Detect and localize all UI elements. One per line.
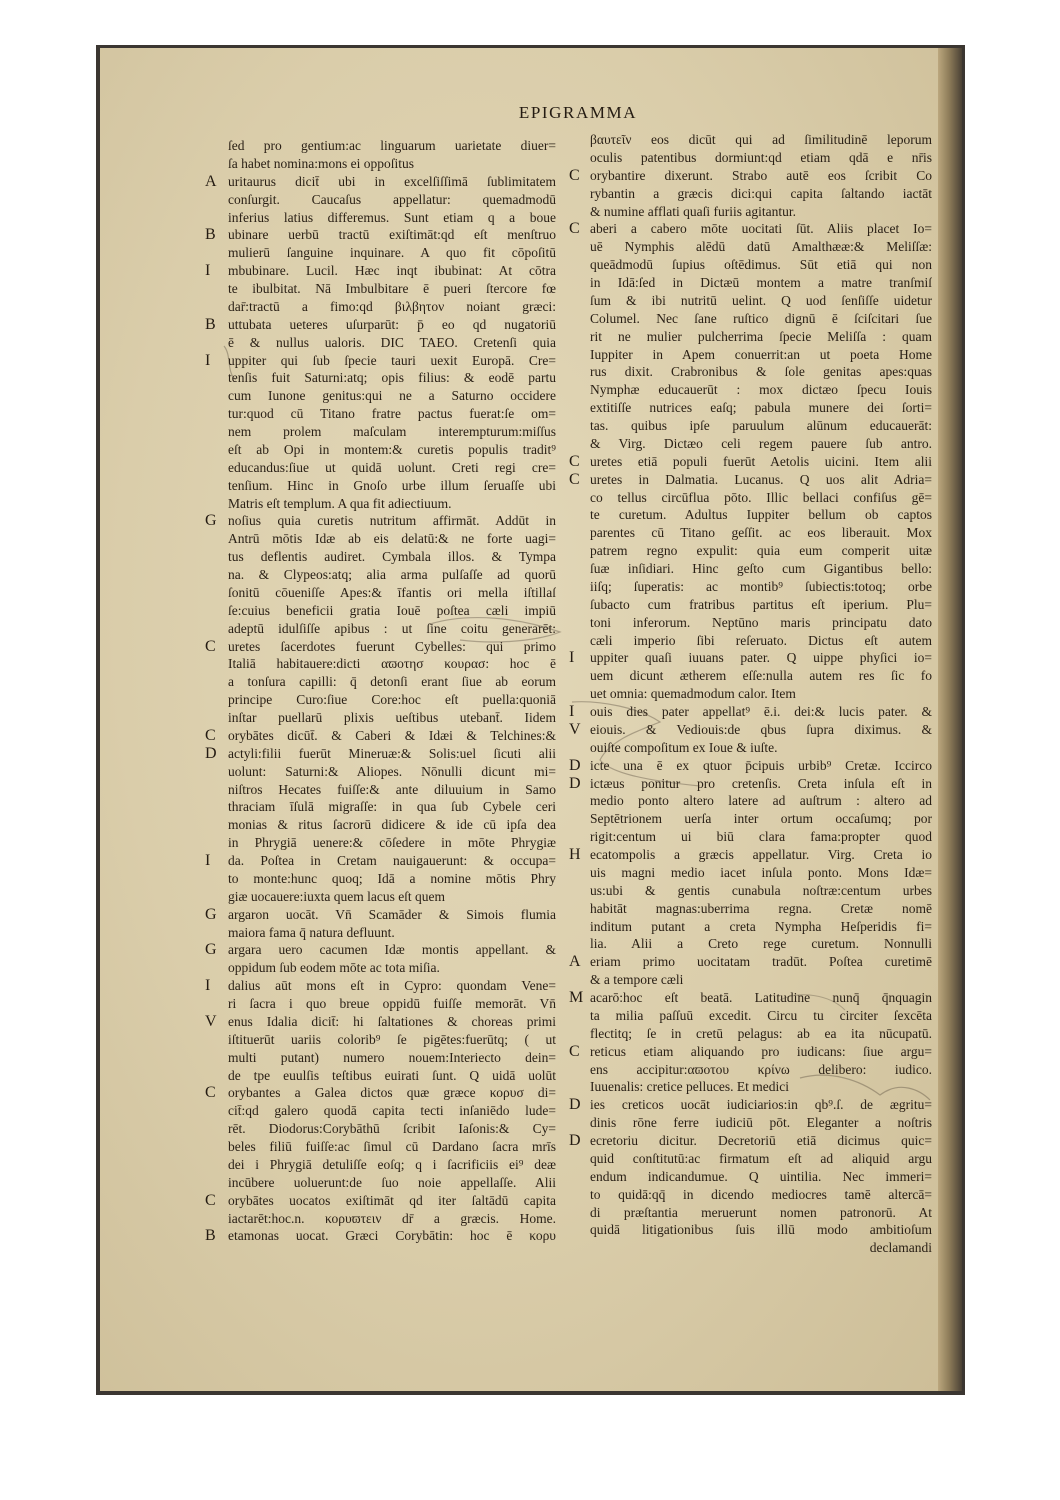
line-text: eriam primo uocitatam tradūt. Poſtea curetimē — [590, 954, 932, 970]
line-text: rus dixit. Crabronibus & ſole genitas apes:quas — [590, 364, 932, 380]
marginal-initial: C — [569, 470, 580, 488]
text-line — [205, 172, 556, 191]
text-line — [205, 852, 556, 870]
text-line — [569, 470, 932, 489]
line-text: ecatompolis a græcis appellatur. Virg. Creta io — [590, 847, 932, 862]
line-text: educandus:ſiue ut quidā uolunt. Creti regi cre= — [228, 459, 556, 475]
line-text: inditum putant a creta Nympha Heſperidis fi= — [590, 918, 932, 934]
marginal-initial: C — [205, 726, 216, 744]
text-line — [590, 524, 932, 542]
marginal-initial: I — [569, 649, 575, 667]
text-line — [228, 584, 556, 602]
line-text: ouiſte compoſitum ex Ioue & iuſte. — [590, 739, 778, 755]
marginal-initial: I — [569, 703, 575, 720]
line-text: ſuæ inſidiari. Hinc geſto cum Gigantibus bello: — [590, 561, 932, 576]
marginal-initial: C — [569, 452, 580, 470]
line-text: iſtituerūt uariis colorib⁹ ſe pigētes:fuerūtq; ( ut — [228, 1031, 556, 1047]
line-text: uis magni medio iacet inſula ponto. Mons Idæ= — [590, 864, 932, 880]
line-text: uretes etiā populi fuerūt Aetolis uicini. Item alii — [590, 453, 932, 469]
line-text: Matris eſt templum. A qua fit adiectiuum. — [228, 495, 452, 511]
text-line — [228, 959, 556, 977]
running-header: EPIGRAMMA — [518, 103, 638, 122]
line-text: reticus etiam aliquando pro iudicans: ſiue argu= — [590, 1043, 932, 1059]
marginal-initial: I — [205, 977, 211, 995]
line-text: incūbere uoluerunt:de ſuo noie appellaſſe. Alii — [228, 1174, 556, 1190]
text-line — [228, 673, 556, 691]
text-line — [205, 1012, 556, 1031]
line-text: dinis rōne ferre iudiciū pōt. Eleganter a noſtris — [590, 1115, 932, 1131]
text-line — [205, 512, 556, 530]
line-text: to monte:hunc quoq; Idā a nomine mōtis Phry — [228, 870, 556, 886]
marginal-initial: D — [569, 1096, 581, 1114]
line-text: rit ne mulier pulcherrima ſpecie Meliſſa : quam — [590, 328, 932, 344]
text-line — [569, 220, 932, 238]
text-line — [228, 798, 556, 816]
line-text: rigit:centum ui biū clara fama:propter quod — [590, 829, 932, 845]
text-line — [205, 1084, 556, 1102]
marginal-initial: H — [569, 846, 581, 863]
line-text: extitiſſe nutrices eaſq; pabula munere dei ſorti= — [590, 400, 932, 416]
text-line — [228, 477, 556, 495]
text-line — [590, 828, 932, 846]
text-line — [590, 1221, 932, 1239]
text-line — [590, 1150, 932, 1168]
text-line — [228, 763, 556, 781]
text-line — [205, 315, 556, 334]
text-line — [590, 1168, 932, 1186]
line-text: tenſis fuit Saturni:atq; opis filius: & eodē partu — [228, 370, 556, 386]
text-line — [228, 834, 556, 852]
line-text: co tellus circūflua pōto. Illic bellaci confiſus gē= — [590, 489, 932, 505]
text-line — [590, 900, 932, 918]
text-line — [590, 614, 932, 632]
text-line — [228, 709, 556, 727]
line-text: uet omnia: quemadmodum calor. Item — [590, 686, 796, 702]
line-text: patrem regno expulit: quia eum comperit uitæ — [590, 543, 932, 559]
text-line — [228, 1102, 556, 1120]
text-line — [228, 1174, 556, 1192]
text-line — [569, 989, 932, 1007]
line-text: Septētrionem uerſa inter ortum occaſumq; por — [590, 811, 932, 827]
marginal-initial: D — [205, 744, 217, 762]
text-line — [228, 566, 556, 584]
text-line — [590, 632, 932, 650]
line-text: ſa habet nomina:mons ei oppoſitus — [228, 155, 414, 171]
line-text: Iuppiter in Apem conuerrit:an ut poeta Home — [590, 346, 932, 362]
text-line — [228, 369, 556, 387]
text-line — [590, 185, 932, 203]
text-line — [228, 924, 556, 942]
line-text: principe Curo:ſiue Core:hoc eſt puella:quoniā — [228, 692, 556, 708]
text-line — [205, 905, 556, 924]
marginal-initial: G — [205, 512, 217, 530]
line-text: ſonitū cōueniſſe Apes:& īfantis ori mella iſtillaſ — [228, 584, 556, 600]
line-text: acarō:hoc eſt beatā. Latitudine nunq̄ q̄nquagin — [590, 990, 932, 1005]
text-line — [205, 1227, 556, 1245]
line-text: uretes ſacerdotes fuerunt Cybelles: qui primo — [228, 638, 556, 654]
marginal-initial: A — [205, 172, 217, 190]
text-line — [590, 971, 932, 989]
line-text: to quidā:qq̄ in dicendo mediocres tamē altercā= — [590, 1186, 932, 1202]
line-text: in Phrygiā uenere:& cōſedere in mōte Phrygiæ — [228, 835, 556, 851]
line-text: argaron uocāt. Vn̄ Scamāder & Simois flumia — [228, 906, 556, 922]
marginal-initial: D — [569, 774, 581, 792]
line-text: dei i Phrygiā detuliſſe eoſq; q i ſacrificiis ei⁹ deæ — [228, 1156, 556, 1172]
text-line — [569, 953, 932, 971]
line-text: dalius aūt mons eſt in Cypro: quondam Vene= — [228, 978, 556, 994]
text-line — [590, 203, 932, 221]
line-text: endum indicandumue. Q uintilia. Nec immeri= — [590, 1168, 932, 1184]
text-line — [590, 1114, 932, 1132]
line-text: ecretoriu dicitur. Decretoriū etiā dicimus quic= — [590, 1133, 932, 1148]
text-line — [205, 637, 556, 656]
text-line — [228, 298, 556, 316]
line-text: enus Idalia dicit̄: hi ſaltationes & choreas primi — [228, 1013, 556, 1029]
line-text: uolunt: Saturni:& Aliopes. Nōnulli dicunt mi= — [228, 763, 556, 779]
text-line — [590, 739, 932, 757]
line-text: uppiter quaſi iuuans pater. Q uippe phyſici io= — [590, 650, 932, 666]
text-line — [590, 310, 932, 328]
line-text: quid conſtitutū:ac firmatum eſt ad aliquid argu — [590, 1150, 932, 1166]
line-text: uttubata ueteres uſurparūt: p̄ eo qd nugatoriū — [228, 316, 556, 332]
text-line — [228, 1049, 556, 1067]
text-line — [590, 667, 932, 685]
line-text: orybātes dicūt̄. & Caberi & Idæi & Telchines:& — [228, 727, 556, 743]
marginal-initial: D — [569, 756, 581, 774]
line-text: di præſtantia meruerunt nomen patronorū. At — [590, 1204, 932, 1220]
text-line — [228, 888, 556, 906]
line-text: ubinare uerbū tractū exiſtimāt:qd eſt menſtruo — [228, 227, 556, 243]
line-text: ſubacto cum fratribus partitus eſt iperium. Plu= — [590, 596, 932, 612]
text-line — [590, 1025, 932, 1043]
line-text: argara uero cacumen Idæ montis appellant. & — [228, 942, 556, 958]
line-text: & Virg. Dictæo celi regem pauere ſub antro. — [590, 435, 932, 451]
text-line — [590, 274, 932, 292]
line-text: quidā litigationibus ſuis illū modo ambitioſum — [590, 1222, 932, 1238]
line-text: ſum & ibi nutritū uelint. Q uod ſenſiſſe uidetur — [590, 292, 932, 308]
text-line — [228, 870, 556, 888]
line-text: monias & ritus ſacrorū didicere & ide cū ipſa dea — [228, 817, 556, 833]
line-text: & a tempore cæli — [590, 972, 684, 988]
line-text: us:ubi & gentis cunabula noſtræ:centum urbes — [590, 882, 932, 898]
text-line — [590, 685, 932, 703]
text-line — [228, 1156, 556, 1174]
line-text: a tonſura capilli: q̄ detonſi erant ſiue ab eorum — [228, 674, 556, 690]
text-line — [569, 1132, 932, 1150]
marginal-initial: C — [205, 637, 216, 655]
text-line — [228, 280, 556, 298]
right-column — [569, 131, 932, 1257]
text-line — [590, 363, 932, 381]
text-line — [228, 816, 556, 834]
marginal-initial: I — [205, 262, 211, 280]
line-text: flectitq; ſe in cretū pelagus: ab ea ita nūcupatū. — [590, 1025, 932, 1041]
line-text: rybantin a græcis dici:qui capita ſaltando iactāt — [590, 185, 932, 201]
text-line — [228, 1067, 556, 1085]
text-line — [590, 596, 932, 614]
line-text: giæ uocauere:iuxta quem lacus eſt quem — [228, 888, 446, 904]
text-line — [205, 226, 556, 244]
line-text: ens accipitur:αϖοτου κρίνω delibero: iudico. — [590, 1061, 932, 1077]
text-line — [590, 149, 932, 167]
marginal-initial: C — [205, 1084, 216, 1102]
text-line — [590, 935, 932, 953]
line-text: & numine afflati quaſi furiis agitantur. — [590, 203, 796, 219]
line-text: medio ponto altero latere ad auſtrum : altero ad — [590, 793, 932, 809]
marginal-initial: V — [569, 720, 581, 738]
text-line — [590, 792, 932, 810]
text-line — [590, 328, 932, 346]
line-text: in Idā:ſed in Dictæū montem a matre tranſmiſ — [590, 275, 932, 290]
text-line — [590, 810, 932, 828]
text-line — [228, 459, 556, 477]
line-text: na. & Clypeos:atq; alia arma pulſaſſe ad quorū — [228, 567, 556, 582]
text-line — [228, 137, 556, 155]
text-line — [569, 756, 932, 775]
line-text: uē Nymphis alēdū datū Amalthææ:& Meliſſæ: — [590, 239, 932, 255]
text-line — [205, 351, 556, 370]
text-line — [590, 399, 932, 417]
line-text: ta milia paſſuū excedit. Circu tu circiter ſexcēta — [590, 1007, 932, 1023]
text-line — [569, 649, 932, 667]
text-line — [228, 334, 556, 352]
text-line — [228, 1120, 556, 1138]
line-text: tus deflentis audiret. Cymbala illos. & Tympa — [228, 549, 556, 565]
line-text: mbubinare. Lucil. Hæc inqt ibubinat: At cōtra — [228, 263, 556, 279]
line-text: toni inferorum. Neptūno maris principatu dato — [590, 614, 932, 630]
text-line — [228, 387, 556, 405]
line-text: multi putant) numero nouem:Interiecto dein= — [228, 1049, 556, 1065]
text-line — [205, 262, 556, 280]
text-line — [590, 560, 932, 578]
text-line — [590, 882, 932, 900]
text-line — [228, 995, 556, 1013]
line-text: icte una ē ex qtuor p̄cipuis urbib⁹ Cretæ. Iccirco — [590, 757, 932, 773]
text-line — [228, 441, 556, 459]
line-text: orybantes a Galea dictos quæ græce κορυσ di= — [228, 1085, 556, 1101]
line-text: maiora fama q̄ natura defluunt. — [228, 924, 395, 940]
marginal-initial: B — [205, 1227, 216, 1245]
line-text: etamonas uocat. Græci Corybātin: hoc ē κορυ — [228, 1228, 556, 1244]
text-line — [228, 155, 556, 173]
text-line — [569, 1096, 932, 1114]
text-line — [569, 1042, 932, 1061]
text-line — [205, 726, 556, 745]
marginal-initial: B — [205, 226, 216, 244]
line-text: uritaurus dicit̄ ubi in excelſiſſimā ſublimitatem — [228, 173, 556, 189]
line-text: dar̄:tractū a fimo:qd βιλβητον noiant græci: — [228, 298, 556, 314]
line-text: thraciam īſulā migraſſe: in qua ſub Cybele ceri — [228, 799, 556, 815]
left-column — [205, 137, 556, 1245]
line-text: beles filiū fuiſſe:ac ſimul cū Dardano ſacra mrīs — [228, 1139, 556, 1154]
marginal-initial: C — [205, 1191, 216, 1209]
line-text: cæli imperio ſibi reſeruato. Dictus eſt autem — [590, 632, 932, 648]
line-text: inferius latius differemus. Sunt etiam q a boue — [228, 209, 556, 225]
text-line — [569, 720, 932, 739]
marginal-initial: A — [569, 953, 581, 971]
line-text: inſtar puellarū plixis ueſtibus utebant̄. Iidem — [228, 710, 556, 725]
line-text: uppiter qui ſub ſpecie tauri uexit Europā. Cre= — [228, 352, 556, 368]
line-text: da. Poſtea in Cretam nauigauerunt: & occupa= — [228, 853, 556, 868]
marginal-initial: G — [205, 905, 217, 923]
text-line — [590, 1078, 932, 1096]
line-text: ē & nullus ualoris. DIC TAEO. Cretenſi quia — [228, 334, 556, 350]
line-text: uretes in Dalmatia. Lucanus. Q uos alit Adria= — [590, 471, 932, 487]
line-text: oppidum ſub eodem mōte ac tota miſia. — [228, 960, 440, 976]
line-text: cit̄:qd galero quodā capita tecti inſaniēdo lude= — [228, 1103, 556, 1119]
marginal-initial: C — [569, 1042, 580, 1060]
text-line — [590, 489, 932, 507]
line-text: tenſium. Hinc in Gnoſo urbe illum ſeruaſſe ubi — [228, 477, 556, 493]
text-line — [590, 346, 932, 364]
line-text: nem prolem maſculam interempturum:miſſus — [228, 424, 556, 439]
text-line — [590, 542, 932, 560]
line-text: adeptū idulſiſſe apibus : ut ſine coitu generarēt: — [228, 620, 556, 636]
text-line — [228, 1031, 556, 1049]
text-line — [228, 1210, 556, 1228]
text-line — [590, 292, 932, 310]
line-text: niſtros Hecates fuiſſe:& ante diluuium in Samo — [228, 781, 556, 797]
text-line — [205, 744, 556, 763]
text-line — [228, 191, 556, 209]
line-text: Italiā habitauere:dicti αϖοτησ κουρασ: hoc ē — [228, 656, 556, 672]
text-line — [228, 244, 556, 262]
text-line — [228, 405, 556, 423]
line-text: ſe:cuius beneficii gratia Iouē poſtea cæli impiū — [228, 602, 556, 618]
text-line — [228, 530, 556, 548]
text-line — [590, 256, 932, 274]
text-line — [228, 602, 556, 620]
text-line — [590, 131, 932, 149]
marginal-initial: I — [205, 852, 211, 869]
text-line — [228, 620, 556, 638]
line-text: de tpe euulſis teſtibus euirati ſunt. Q uidā uolūt — [228, 1067, 556, 1083]
line-text: uem dicunt ætherem eſſe:nulla autem res ſic fo — [590, 668, 932, 684]
text-line — [590, 1061, 932, 1079]
line-text: tur:quod cū Titano fratre pactus fuerat:ſe om= — [228, 406, 556, 422]
text-line — [590, 578, 932, 596]
line-text: βαυτεῖν eos dicūt qui ad ſimilitudinē leporum — [590, 132, 932, 147]
text-line — [228, 495, 556, 513]
marginal-initial: V — [205, 1012, 217, 1030]
line-text: conſurgit. Caucaſus appellatur: quemadmodū — [228, 191, 556, 207]
line-text: te curetum. Adultus Iuppiter bellum ob captos — [590, 507, 932, 523]
line-text: aberi a cabero mōte uocitati ſūt. Aliis placet Io= — [590, 221, 932, 237]
marginal-initial: G — [205, 941, 217, 959]
line-text: eiouis. & Vediouis:de qbus ſupra diximus. & — [590, 721, 932, 737]
text-line — [228, 209, 556, 227]
text-line — [228, 1138, 556, 1156]
line-text: Iuuenalis: cretice pelluces. Et medici — [590, 1079, 790, 1095]
text-line — [590, 864, 932, 882]
line-text: oculis patentibus dormiunt:qd etiam qdā e nr̄is — [590, 149, 932, 165]
text-line — [205, 977, 556, 995]
text-line — [590, 1186, 932, 1204]
text-line — [590, 238, 932, 256]
line-text: Columel. Nec ſane ruſtico dignū ē ſciſcitari ſue — [590, 310, 932, 326]
line-text: Nymphæ educauerūt : mox dictæo ſpecu Iouis — [590, 382, 932, 398]
text-line — [590, 918, 932, 936]
text-line — [569, 774, 932, 793]
line-text: declamandi — [869, 1240, 932, 1256]
line-text: ouis dies pater appellat⁹ ē.i. dei:& lucis pater. & — [590, 704, 932, 719]
line-text: noſius quia curetis nutritum affirmāt. Addūt in — [228, 513, 556, 529]
text-line — [228, 781, 556, 799]
text-line — [590, 506, 932, 524]
line-text: tas. quibus ipſe paruulum alūnum educauerāt: — [590, 418, 932, 433]
text-line — [205, 1191, 556, 1210]
text-line — [228, 548, 556, 566]
text-line — [569, 703, 932, 721]
text-line — [228, 423, 556, 441]
marginal-initial: B — [205, 315, 216, 333]
line-text: ies creticos uocāt iudiciarios:in qb⁹.ſ. de ægritu= — [590, 1097, 932, 1113]
line-text: rēt. Diodorus:Corybāthū ſcribit Iaſonis:& Cy= — [228, 1121, 556, 1137]
text-line — [205, 941, 556, 959]
marginal-initial: C — [569, 220, 580, 238]
text-line — [228, 691, 556, 709]
line-text: habitāt magnas:uberrima regna. Cretæ nomē — [590, 900, 932, 916]
line-text: orybantire dixerunt. Strabo autē eos ſcribit Co — [590, 167, 932, 183]
text-line — [590, 1239, 932, 1257]
line-text: cum Iunone genitus:qui ne a Saturno occidere — [228, 388, 556, 404]
line-text: iiſq; ſuperatis: ac montib⁹ ſubiectis:totoq; orbe — [590, 578, 932, 594]
text-line — [590, 381, 932, 399]
text-line — [569, 166, 932, 185]
text-line — [590, 1007, 932, 1025]
line-text: te ibulbitat. Nā Imbulbitare ē pueri ſtercore fœ — [228, 281, 556, 296]
line-text: parentes cū Titano geſſit. ac eos liberauit. Mox — [590, 525, 932, 541]
line-text: ri ſacra i quo breue oppidū fuiſſe memorāt. Vn̄ — [228, 996, 556, 1011]
line-text: queādmodū ſupius oſtēdimus. Sūt etiā qui non — [590, 257, 932, 273]
marginal-initial: M — [569, 989, 584, 1006]
text-line — [590, 417, 932, 435]
text-line — [569, 452, 932, 471]
page-edge — [938, 48, 962, 1391]
line-text: ſed pro gentium:ac linguarum uarietate diuer= — [228, 138, 556, 153]
marginal-initial: C — [569, 166, 580, 184]
line-text: actyli:filii fuerūt Mineruæ:& Solis:uel ſicuti alii — [228, 745, 556, 761]
line-text: Antrū mōtis Idæ ab eis delatū:& ne forte uagi= — [228, 531, 556, 547]
line-text: eſt ab Opi in montem:& curetis populis tradit⁹ — [228, 441, 556, 457]
text-line — [228, 655, 556, 673]
text-line — [569, 846, 932, 864]
line-text: mulierū ſanguine inquinare. A quo fit cōpoſitū — [228, 245, 556, 261]
text-line — [590, 435, 932, 453]
marginal-initial: D — [569, 1132, 581, 1149]
line-text: lia. Alii a Creto rege curetum. Nonnulli — [590, 936, 932, 952]
line-text: iactarēt:hoc.n. κορυϖτειν dr̄ a græcis. Home. — [228, 1210, 556, 1226]
text-line — [590, 1204, 932, 1222]
line-text: orybātes uocatos exiſtimāt qd iter ſaltādū capita — [228, 1192, 556, 1208]
line-text: ictæus ponitur pro cretenſis. Creta inſula eſt in — [590, 775, 932, 791]
marginal-initial: I — [205, 351, 211, 369]
